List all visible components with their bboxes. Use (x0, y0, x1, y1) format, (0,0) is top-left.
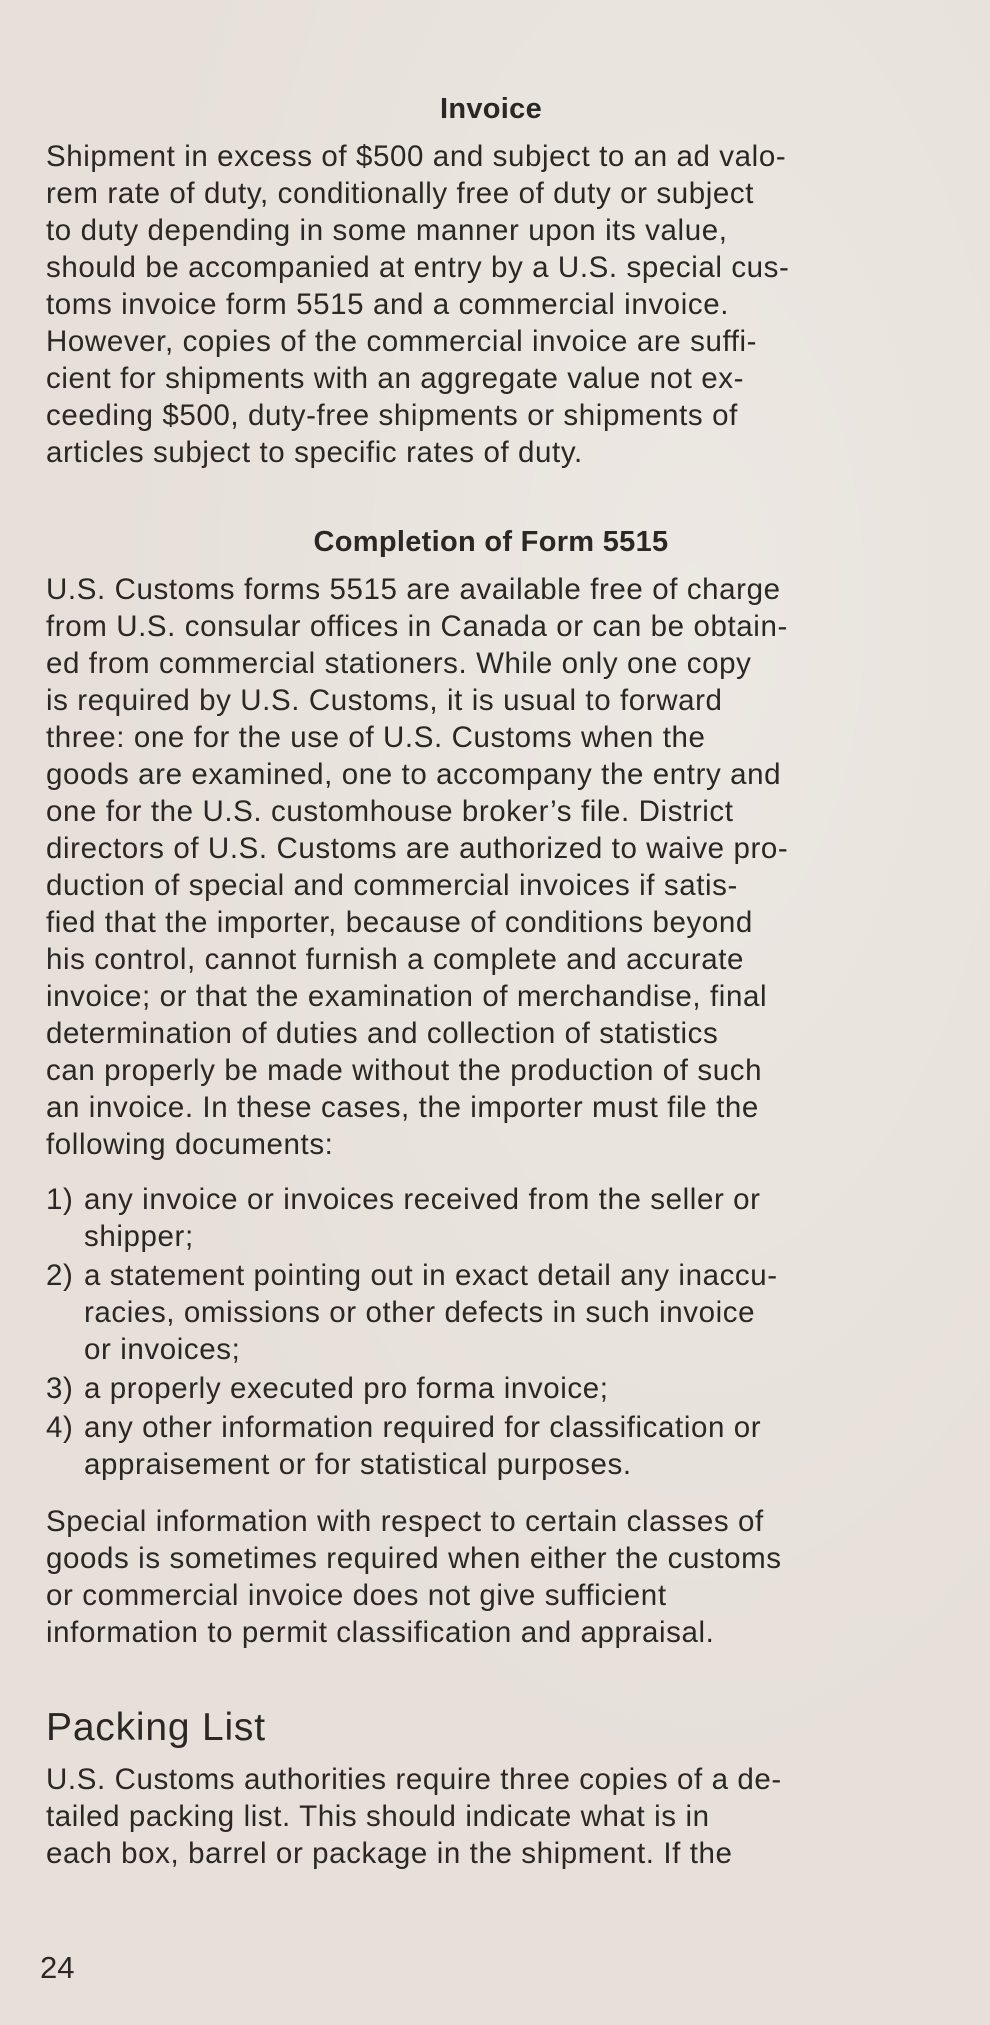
text-line: one for the U.S. customhouse broker’s file. District (46, 795, 734, 828)
text-line: following documents: (46, 1128, 334, 1161)
text-line: or commercial invoice does not give sufficient (46, 1579, 667, 1612)
text-line: can properly be made without the production of such (46, 1054, 763, 1087)
text-line: directors of U.S. Customs are authorized to waive pro- (46, 832, 789, 865)
text-line: goods is sometimes required when either the customs (46, 1542, 782, 1575)
list-item (46, 1409, 936, 1483)
list-text (84, 1181, 936, 1255)
list-text (84, 1257, 936, 1368)
text-line: shipper; (84, 1220, 194, 1253)
text-line: goods are examined, one to accompany the entry and (46, 758, 782, 791)
packing-list-title: Packing List (46, 1706, 266, 1749)
invoice-heading: Invoice (439, 93, 543, 125)
text-line: U.S. Customs forms 5515 are available free of charge (46, 573, 781, 606)
list-item (46, 1181, 936, 1255)
list-number: 3) (46, 1372, 74, 1405)
page-number: 24 (40, 1950, 75, 1985)
list-item (46, 1370, 936, 1407)
completion-heading: Completion of Form 5515 (313, 526, 669, 558)
text-line: tailed packing list. This should indicate what is in (46, 1800, 710, 1833)
text-line: each box, barrel or package in the shipment. If the (46, 1837, 733, 1870)
text-line: racies, omissions or other defects in such invoice (84, 1296, 756, 1329)
completion-paragraph (46, 571, 936, 1163)
text-line: an invoice. In these cases, the importer must file the (46, 1091, 759, 1124)
text-line: three: one for the use of U.S. Customs when the (46, 721, 706, 754)
text-line: a statement pointing out in exact detail any inaccu- (84, 1259, 778, 1292)
invoice-paragraph (46, 138, 936, 471)
text-line: or invoices; (84, 1333, 241, 1366)
documents-list (46, 1181, 936, 1483)
text-line: U.S. Customs authorities require three copies of a de- (46, 1763, 782, 1796)
text-line: from U.S. consular offices in Canada or can be obtain- (46, 610, 788, 643)
text-line: any other information required for classification or (84, 1411, 762, 1444)
text-line: any invoice or invoices received from the seller or (84, 1183, 761, 1216)
text-line: his control, cannot furnish a complete and accurate (46, 943, 745, 976)
text-line: invoice; or that the examination of merchandise, final (46, 980, 768, 1013)
text-line: a properly executed pro forma invoice; (84, 1372, 609, 1405)
text-line: toms invoice form 5515 and a commercial invoice. (46, 288, 729, 321)
list-number: 1) (46, 1183, 74, 1216)
text-line: appraisement or for statistical purposes. (84, 1448, 632, 1481)
text-line: is required by U.S. Customs, it is usual to forward (46, 684, 723, 717)
text-line: fied that the importer, because of conditions beyond (46, 906, 753, 939)
text-line: articles subject to specific rates of duty. (46, 436, 583, 469)
text-line: ed from commercial stationers. While only one copy (46, 647, 752, 680)
closing-paragraph (46, 1503, 936, 1651)
text-line: should be accompanied at entry by a U.S. special cus- (46, 251, 790, 284)
text-line: to duty depending in some manner upon its value, (46, 214, 728, 247)
list-item (46, 1257, 936, 1368)
text-line: cient for shipments with an aggregate value not ex- (46, 362, 745, 395)
text-line: information to permit classification and appraisal. (46, 1616, 715, 1649)
list-text (84, 1370, 936, 1407)
packing-paragraph (46, 1761, 936, 1872)
text-line: determination of duties and collection of statistics (46, 1017, 719, 1050)
list-number: 4) (46, 1411, 74, 1444)
list-text (84, 1409, 936, 1483)
text-line: rem rate of duty, conditionally free of duty or subject (46, 177, 755, 210)
text-line: ceeding $500, duty-free shipments or shipments of (46, 399, 738, 432)
text-line: duction of special and commercial invoices if satis- (46, 869, 738, 902)
page-content (46, 92, 936, 1872)
text-line: Shipment in excess of $500 and subject to an ad valo- (46, 140, 787, 173)
list-number: 2) (46, 1259, 74, 1292)
text-line: However, copies of the commercial invoice are suffi- (46, 325, 758, 358)
text-line: Special information with respect to certain classes of (46, 1505, 764, 1538)
